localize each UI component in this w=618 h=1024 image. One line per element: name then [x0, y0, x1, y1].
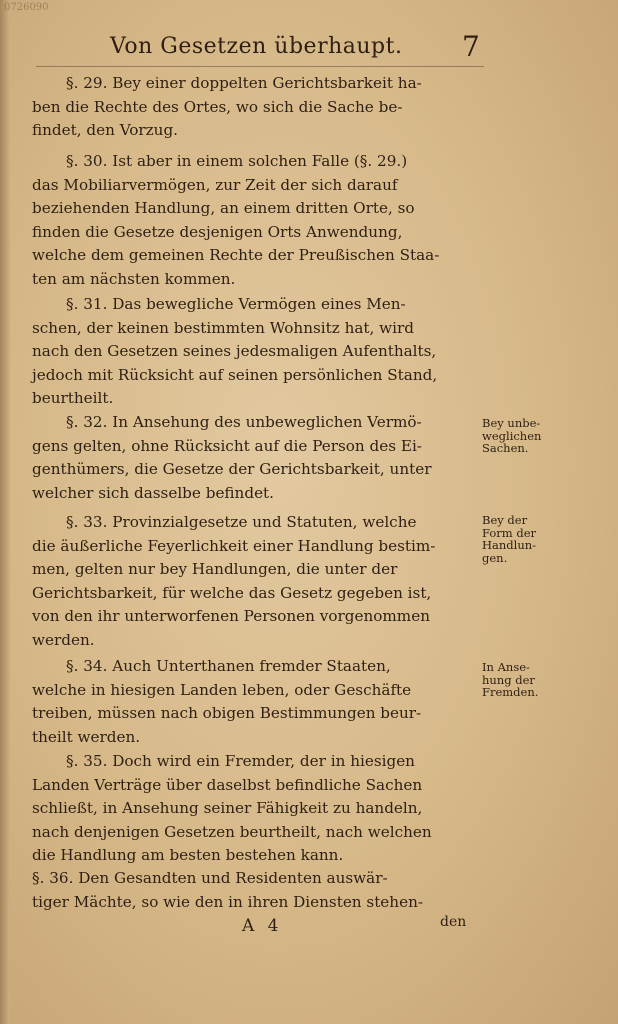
paragraph-33	[32, 511, 484, 652]
text-line: §. 30. Ist aber in einem solchen Falle (§. 29.)	[66, 152, 408, 170]
margin-line: gen.	[482, 550, 508, 565]
text-line: genthümers, die Gesetze der Gerichtsbarkeit, unter	[32, 460, 432, 478]
text-line: Gerichtsbarkeit, für welche das Gesetz gegeben ist,	[32, 583, 432, 602]
running-header: Von Gesetzen überhaupt.	[110, 34, 403, 59]
signature-mark: A 4	[242, 916, 283, 936]
paragraph-30	[32, 150, 484, 291]
text-line: die äußerliche Feyerlichkeit einer Handlung bestim-	[32, 536, 436, 555]
paragraph-34	[32, 655, 484, 749]
text-line: schen, der keinen bestimmten Wohnsitz hat, wird	[32, 318, 415, 337]
paragraph-29	[32, 72, 484, 143]
text-line: finden die Gesetze desjenigen Orts Anwendung,	[32, 222, 403, 241]
text-line: von den ihr unterworfenen Personen vorgenommen	[32, 607, 430, 625]
text-line: §. 29. Bey einer doppelten Gerichtsbarkeit ha-	[66, 74, 422, 92]
text-line: §. 34. Auch Unterthanen fremder Staaten,	[66, 657, 391, 675]
paragraph-36	[32, 867, 484, 914]
text-line: findet, den Vorzug.	[32, 121, 179, 139]
margin-line: hung der	[482, 672, 535, 687]
text-line: theilt werden.	[32, 727, 141, 746]
marginal-note-foreigners	[482, 661, 538, 699]
paragraph-31	[32, 293, 484, 411]
text-line: men, gelten nur bey Handlungen, die unter der	[32, 560, 398, 578]
header-rule	[36, 66, 484, 67]
marginal-note-immovable	[482, 417, 541, 455]
marginal-note-form	[482, 514, 536, 564]
margin-line: In Anse-	[482, 660, 530, 674]
text-line: tiger Mächte, so wie den in ihren Diensten stehen-	[32, 892, 423, 911]
catchword: den	[440, 914, 467, 930]
text-line: §. 35. Doch wird ein Fremder, der in hiesigen	[66, 752, 415, 770]
text-line: werden.	[32, 630, 95, 649]
scan-id: 0726090	[4, 2, 49, 13]
text-line: jedoch mit Rücksicht auf seinen persönlichen Stand,	[32, 365, 438, 384]
text-line: §. 31. Das bewegliche Vermögen eines Men-	[66, 295, 406, 313]
text-line: die Handlung am besten bestehen kann.	[32, 846, 344, 864]
margin-line: Handlun-	[482, 538, 537, 552]
text-line: ten am nächsten kommen.	[32, 269, 236, 288]
text-line: das Mobiliarvermögen, zur Zeit der sich darauf	[32, 175, 398, 194]
text-line: Landen Verträge über daselbst befindliche Sachen	[32, 775, 423, 794]
page-edge	[0, 0, 10, 1024]
text-line: nach denjenigen Gesetzen beurtheilt, nach welchen	[32, 822, 432, 841]
text-line: §. 33. Provinzialgesetze und Statuten, welche	[66, 513, 417, 531]
text-line: ben die Rechte des Ortes, wo sich die Sache be-	[32, 97, 403, 116]
text-line: treiben, müssen nach obigen Bestimmungen beur-	[32, 704, 422, 722]
text-line: schließt, in Ansehung seiner Fähigkeit zu handeln,	[32, 799, 423, 817]
text-line: welche in hiesigen Landen leben, oder Geschäfte	[32, 680, 412, 699]
text-line: §. 36. Den Gesandten und Residenten auswär-	[32, 869, 388, 887]
text-line: gens gelten, ohne Rücksicht auf die Person des Ei-	[32, 436, 422, 455]
paragraph-32	[32, 411, 484, 505]
margin-line: weglichen	[482, 428, 542, 443]
margin-line: Bey der	[482, 513, 528, 527]
text-line: welcher sich dasselbe befindet.	[32, 483, 274, 502]
paragraph-35	[32, 750, 484, 868]
text-line: beziehenden Handlung, an einem dritten Orte, so	[32, 199, 415, 217]
text-line: beurtheilt.	[32, 389, 114, 407]
margin-line: Fremden.	[482, 685, 539, 699]
text-line: §. 32. In Ansehung des unbeweglichen Vermö-	[66, 413, 422, 431]
text-line: welche dem gemeinen Rechte der Preußischen Staa-	[32, 246, 440, 264]
margin-line: Form der	[482, 525, 536, 540]
margin-line: Sachen.	[482, 441, 529, 455]
margin-line: Bey unbe-	[482, 416, 541, 430]
page-number: 7	[462, 30, 480, 63]
text-line: nach den Gesetzen seines jedesmaligen Aufenthalts,	[32, 342, 437, 360]
